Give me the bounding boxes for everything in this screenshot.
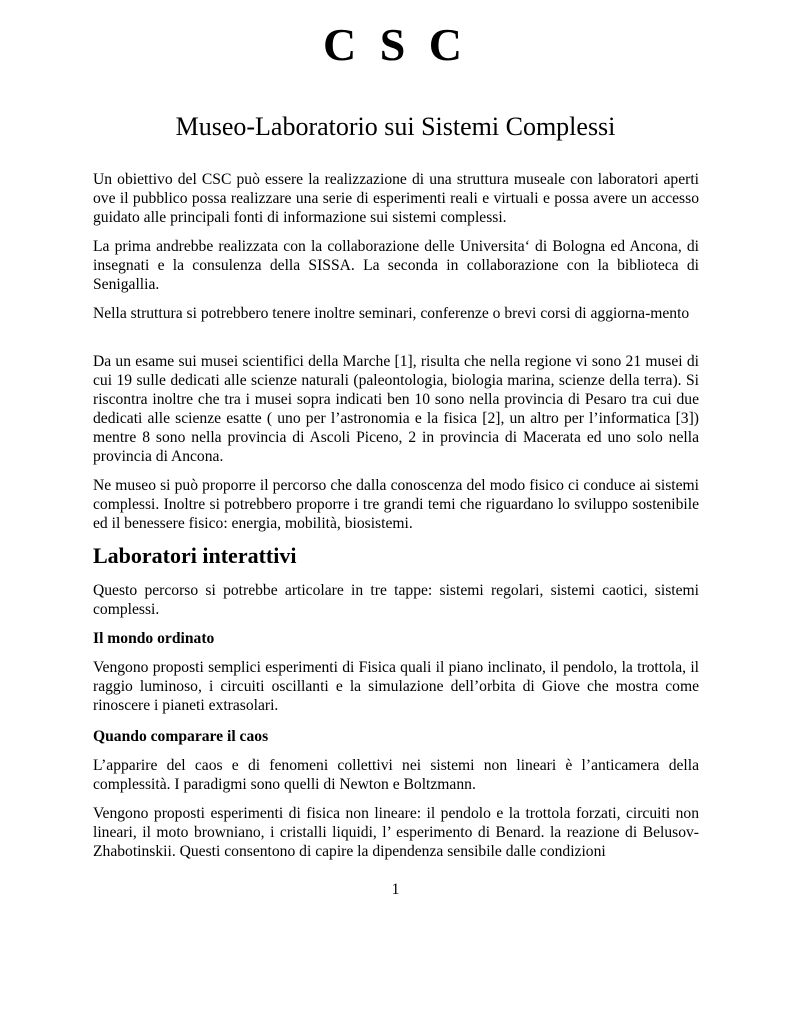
paragraph-section-intro: Questo percorso si potrebbe articolare in tre tappe: sistemi regolari, sistemi caotici, sistemi complessi. [93, 582, 699, 618]
paragraph-museums-survey: Da un esame sui musei scientifici della Marche [1], risulta che nella regione vi sono 21 musei di cui 19 sulle dedicati alle scienze naturali (paleontologia, biologia marina, scienze della terra). Si riscontra inoltre che tra i musei sopra indicati ben 10 sono nella provincia di Pesaro tra cui due dedicati alle scienze esatte ( uno per l’astronomia e la fisica [2], un altro per l’informatica [3]) mentre 8 sono nella provincia di Ascoli Piceno, 2 in provincia di Macerata ed uno solo nella provincia di Ancona. [93, 353, 699, 465]
document-subtitle: Museo-Laboratorio sui Sistemi Complessi [175, 112, 616, 141]
document-title: C S C [322, 19, 469, 70]
paragraph-collaboration: La prima andrebbe realizzata con la collaborazione delle Universita‘ di Bologna ed Ancona, di insegnati e la consulenza della SISSA. La seconda in collaborazione con la biblioteca di Senigallia. [93, 238, 699, 293]
paragraph-caos-intro: L’apparire del caos e di fenomeni collettivi nei sistemi non lineari è l’anticamera della complessità. I paradigmi sono quelli di Newton e Boltzmann. [93, 757, 699, 793]
subsection-heading-mondo-ordinato: Il mondo ordinato [93, 630, 215, 647]
paragraph-caos-experiments: Vengono proposti esperimenti di fisica non lineare: il pendolo e la trottola forzati, circuiti non lineari, il moto browniano, i cristalli liquidi, l’ esperimento di Benard. la reazione di Belusov-Zhabotinskii. Questi consentono di capire la dipendenza sensibile dalle condizioni [93, 805, 699, 860]
paragraph-mondo-ordinato: Vengono proposti semplici esperimenti di Fisica quali il piano inclinato, il pendolo, la trottola, il raggio luminoso, i circuiti oscillanti e la simulazione dell’orbita di Giove che mostra come rinoscere i pianeti extrasolari. [93, 659, 699, 714]
section-heading-laboratori: Laboratori interattivi [93, 543, 297, 568]
paragraph-museum-path: Ne museo si può proporre il percorso che dalla conoscenza del modo fisico ci conduce ai sistemi complessi. Inoltre si potrebbero proporre i tre grandi temi che riguardano lo sviluppo sostenibile ed il benessere fisico: energia, mobilità, biosistemi. [93, 477, 699, 532]
paragraph-seminars: Nella struttura si potrebbero tenere inoltre seminari, conferenze o brevi corsi di aggiorna-mento [93, 305, 690, 322]
paragraph-objective: Un obiettivo del CSC può essere la realizzazione di una struttura museale con laboratori aperti ove il pubblico possa realizzare una serie di esperimenti reali e virtuali e possa avere un accesso guidato alle principali fonti di informazione sui sistemi complessi. [93, 171, 699, 226]
page-number: 1 [391, 881, 400, 898]
subsection-heading-caos: Quando comparare il caos [93, 728, 269, 745]
